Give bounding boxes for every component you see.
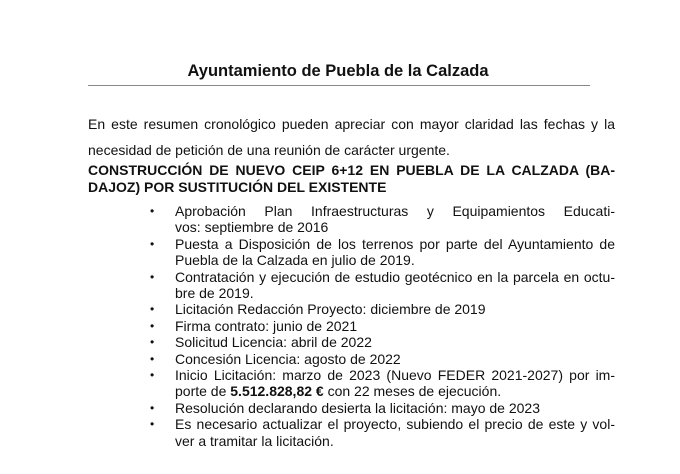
bullet-icon: • [150,269,155,284]
bullet-icon: • [150,400,155,415]
bullet-icon: • [150,236,155,251]
bullet-icon: • [150,335,155,350]
intro-paragraph [88,111,615,163]
bullet-icon: • [150,302,155,317]
intro-line: necesidad de petición de una reunión de carácter urgente. [88,142,450,158]
item-line: Inicio Licitación: marzo de 2023 (Nuevo FEDER 2021-2027) por im- [175,367,615,384]
bullet-icon: • [150,204,155,218]
item-line: Contratación y ejecución de estudio geotécnico en la parcela en octu- [175,268,615,285]
section-heading [88,162,615,196]
amount: 5.512.828,82 € [230,383,324,400]
list-item [150,351,615,367]
item-text: porte de [175,383,231,400]
intro-line: En este resumen cronológico pueden apreciar con mayor claridad las fechas y la [88,116,615,132]
item-line: vos: septiembre de 2016 [175,219,329,236]
page-title: Ayuntamiento de Puebla de la Calzada [187,62,489,80]
list-item [150,334,615,350]
list-item [150,318,615,334]
list-item [150,367,615,400]
item-line: bre de 2019. [175,285,254,302]
item-line: Licitación Redacción Proyecto: diciembre de 2019 [175,301,486,318]
item-line [175,383,615,399]
list-item [150,400,615,416]
list-item [150,203,615,236]
list-item [150,269,615,302]
list-item [150,301,615,317]
item-line: Puesta a Disposición de los terrenos por parte del Ayuntamiento de [175,235,615,252]
bullet-icon: • [150,417,155,432]
title-divider [88,85,590,86]
item-line: Firma contrato: junio de 2021 [175,317,358,334]
bullet-icon: • [150,351,155,366]
item-text: con 22 meses de ejecución. [323,383,502,400]
bullet-icon: • [150,318,155,333]
item-line: Puebla de la Calzada en julio de 2019. [175,252,415,269]
list-item [150,236,615,269]
item-line: Solicitud Licencia: abril de 2022 [175,334,372,351]
list-item [150,416,615,449]
heading-line: DAJOZ) POR SUSTITUCIÓN DEL EXISTENTE [88,179,387,195]
item-line: Aprobación Plan Infraestructuras y Equipamientos Educati- [175,203,615,219]
item-line: Es necesario actualizar el proyecto, subiendo el precio de este y vol- [175,416,615,433]
item-line: ver a tramitar la licitación. [175,432,334,449]
timeline-list [150,203,615,449]
bullet-icon: • [150,368,155,383]
item-line: Concesión Licencia: agosto de 2022 [175,350,401,367]
item-line: Resolución declarando desierta la licitación: mayo de 2023 [175,399,540,416]
heading-line: CONSTRUCCIÓN DE NUEVO CEIP 6+12 EN PUEBLA DE LA CALZADA (BA- [88,162,615,178]
